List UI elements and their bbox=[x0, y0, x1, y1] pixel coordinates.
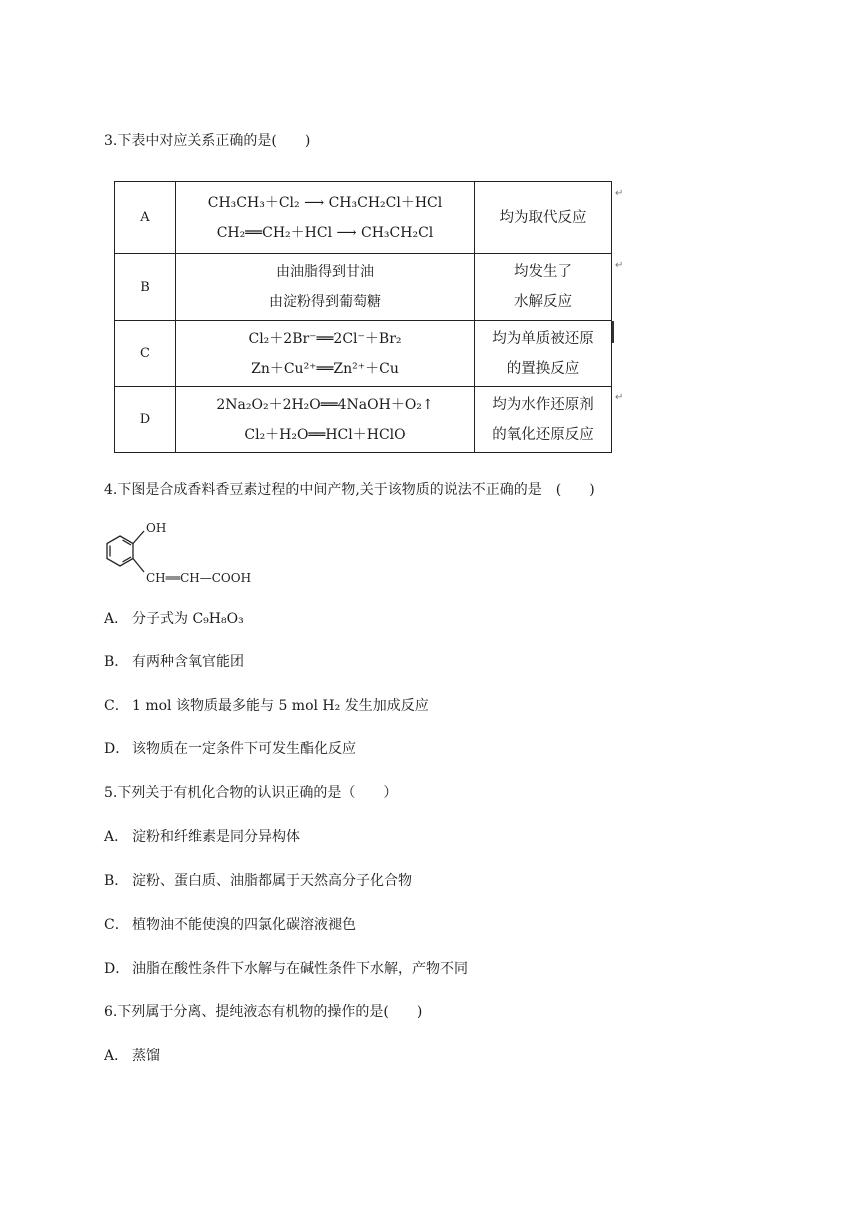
row-label: B bbox=[115, 254, 176, 321]
equations-cell bbox=[176, 182, 475, 254]
question-3-table bbox=[114, 181, 612, 453]
row-label: A bbox=[115, 182, 176, 254]
row-label: D bbox=[115, 387, 176, 453]
result-cell bbox=[475, 254, 612, 321]
option-c: C． 植物油不能使溴的四氯化碳溶液褪色 bbox=[104, 917, 356, 933]
table-row-b bbox=[115, 254, 612, 321]
table-row-a bbox=[115, 182, 612, 254]
question-5-stem: 5.下列关于有机化合物的认识正确的是（ ） bbox=[104, 785, 398, 801]
oh-label: OH bbox=[146, 521, 167, 535]
question-3-stem: 3.下表中对应关系正确的是( ) bbox=[104, 133, 311, 149]
table-row-c bbox=[115, 321, 612, 387]
result-line: 均为单质被还原 bbox=[492, 330, 594, 347]
description-line: 由油脂得到甘油 bbox=[276, 264, 374, 280]
paragraph-mark-icon: ↵ bbox=[615, 188, 624, 199]
text-cursor-icon bbox=[612, 321, 614, 343]
chain-label: CH══CH—COOH bbox=[146, 571, 252, 585]
option-b: B． 有两种含氧官能团 bbox=[104, 654, 244, 670]
question-4-stem: 4.下图是合成香料香豆素过程的中间产物,关于该物质的说法不正确的是 ( ) bbox=[104, 482, 595, 498]
option-c: C． 1 mol 该物质最多能与 5 mol H₂ 发生加成反应 bbox=[104, 698, 429, 714]
result-cell bbox=[475, 387, 612, 453]
equation-line: 2Na₂O₂＋2H₂O══4NaOH＋O₂↑ bbox=[216, 396, 434, 413]
option-b: B． 淀粉、蛋白质、油脂都属于天然高分子化合物 bbox=[104, 873, 412, 889]
equation-line: Cl₂＋2Br⁻══2Cl⁻＋Br₂ bbox=[248, 330, 402, 347]
equation-line: Zn＋Cu²⁺══Zn²⁺＋Cu bbox=[251, 360, 399, 377]
result-cell bbox=[475, 321, 612, 387]
equation-line: CH₂══CH₂＋HCl ⟶ CH₃CH₂Cl bbox=[216, 224, 434, 241]
molecule-structure bbox=[100, 516, 260, 590]
description-line: 由淀粉得到葡萄糖 bbox=[269, 294, 381, 310]
description-cell bbox=[176, 254, 475, 321]
equations-cell bbox=[176, 321, 475, 387]
result-line: 均为水作还原剂 bbox=[492, 396, 594, 413]
question-6-stem: 6.下列属于分离、提纯液态有机物的操作的是( ) bbox=[104, 1004, 423, 1020]
result-line: 的氧化还原反应 bbox=[492, 426, 594, 443]
equation-line: Cl₂＋H₂O══HCl＋HClO bbox=[244, 426, 406, 443]
equation-line: CH₃CH₃＋Cl₂ ⟶ CH₃CH₂Cl＋HCl bbox=[207, 194, 443, 211]
option-d: D． 油脂在酸性条件下水解与在碱性条件下水解，产物不同 bbox=[104, 961, 468, 977]
paragraph-mark-icon: ↵ bbox=[615, 260, 624, 271]
option-d: D． 该物质在一定条件下可发生酯化反应 bbox=[104, 741, 356, 757]
table-row-d bbox=[115, 387, 612, 453]
result-line: 水解反应 bbox=[514, 294, 572, 310]
row-label: C bbox=[115, 321, 176, 387]
result-cell bbox=[475, 182, 612, 254]
option-a: A． 蒸馏 bbox=[104, 1048, 160, 1064]
option-a: A． 分子式为 C₉H₈O₃ bbox=[104, 611, 244, 627]
result-line: 均为取代反应 bbox=[499, 209, 587, 226]
result-line: 均发生了 bbox=[514, 264, 572, 280]
result-line: 的置换反应 bbox=[506, 360, 580, 377]
paragraph-mark-icon: ↵ bbox=[615, 392, 624, 403]
equations-cell bbox=[176, 387, 475, 453]
option-a: A． 淀粉和纤维素是同分异构体 bbox=[104, 829, 300, 845]
